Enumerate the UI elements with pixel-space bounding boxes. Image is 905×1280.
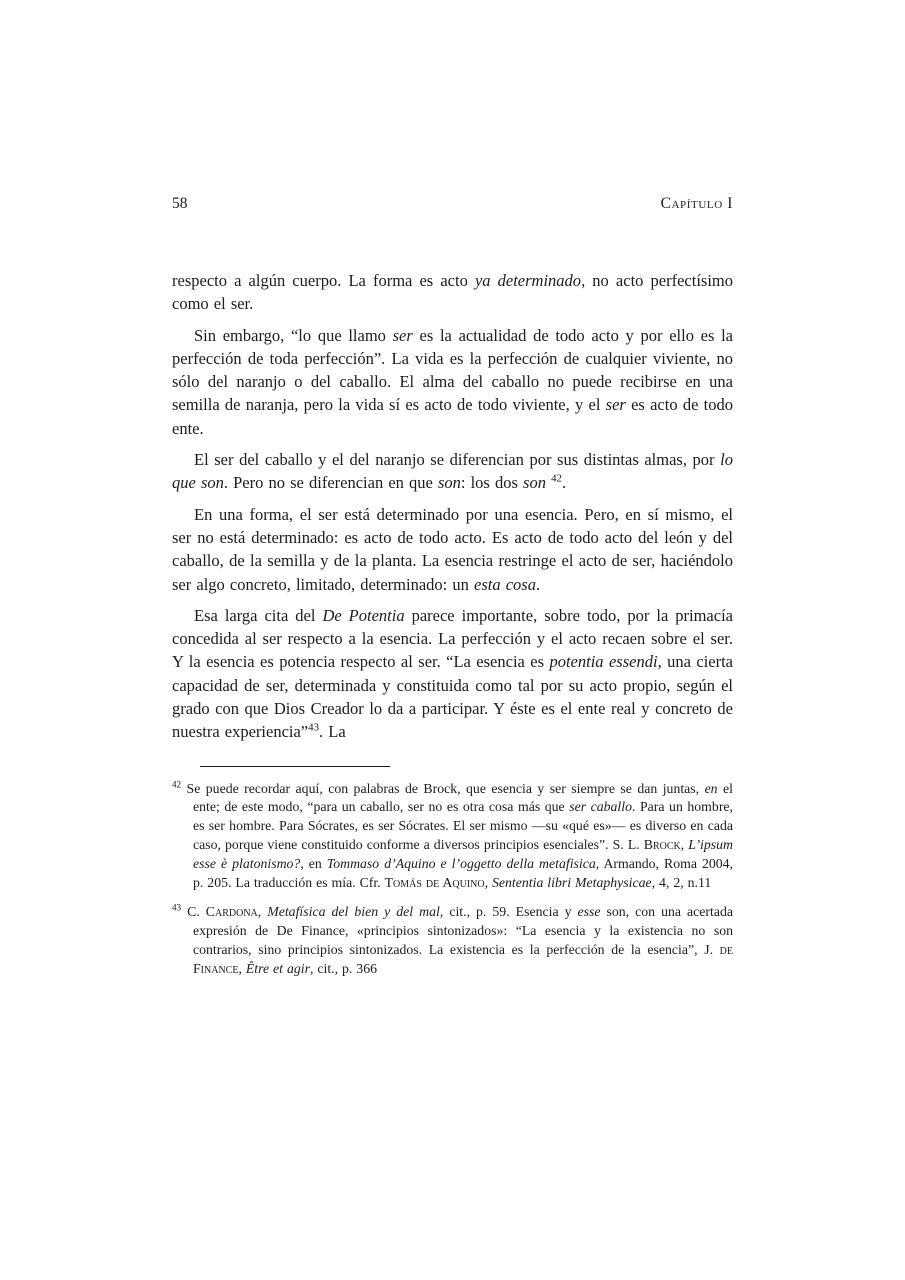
- page-content: [172, 194, 733, 990]
- paragraph: Sin embargo, “lo que llamo ser es la actualidad de todo acto y por ello es la perfección de toda perfección”. La vida es la perfección de cualquier viviente, no sólo del naranjo o del caballo. El alma del caballo no puede recibirse en una semilla de naranja, pero la vida sí es acto de todo viviente, y el ser es acto de todo ente.: [172, 325, 734, 438]
- footnotes: [172, 780, 733, 979]
- page-header: [172, 194, 733, 214]
- paragraph: En una forma, el ser está determinado por una esencia. Pero, en sí mismo, el ser no está determinado: es acto de todo acto. Es acto de todo acto del león y del caballo, de la semilla y de la planta. La esencia restringe el acto de ser, haciéndolo ser algo concreto, limitado, determinado: un esta cosa.: [172, 504, 733, 594]
- body-text: [172, 269, 733, 744]
- paragraph: respecto a algún cuerpo. La forma es acto ya determinado, no acto perfectísimo como el ser.: [172, 271, 733, 314]
- footnote: $^{43}$ C. Cardona, Metafísica del bien y del mal, cit., p. 59. Esencia y esse son, con una acertada expresión de De Finance, «principios sintonizados»: “La esencia y la existencia no son contrarios, sino principios sintonizados. La existencia es la perfección de la esencia”, J. de Finance, Être et agir, cit., p. 366: [172, 902, 733, 976]
- page-number: 58: [172, 195, 188, 212]
- running-head: Capítulo I: [660, 195, 733, 212]
- footnote-separator: [200, 766, 390, 767]
- paragraph: El ser del caballo y el del naranjo se diferencian por sus distintas almas, por lo que son. Pero no se diferencian en que son: los dos son $^{42}$.: [172, 450, 733, 493]
- paragraph: Esa larga cita del De Potentia parece importante, sobre todo, por la primacía concedida al ser respecto a la esencia. La perfección y el acto recaen sobre el ser. Y la esencia es potencia respecto al ser. “La esencia es potentia essendi, una cierta capacidad de ser, determinada y constituida como tal por su acto propio, según el grado con que Dios Creador lo da a participar. Y éste es el ente real y concreto de nuestra experiencia”$^{43}$. La: [172, 605, 734, 742]
- footnote: $^{42}$ Se puede recordar aquí, con palabras de Brock, que esencia y ser siempre se dan juntas, en el ente; de este modo, “para un caballo, ser no es otra cosa más que ser caballo. Para un hombre, es ser hombre. Para Sócrates, es ser Sócrates. El ser mismo —su «qué es»— es diverso en cada caso, porque viene constituido conforme a diversos principios esenciales”. S. L. Brock, L’ipsum esse è platonismo?, en Tommaso d’Aquino e l’oggetto della metafisica, Armando, Roma 2004, p. 205. La traducción es mía. Cfr. Tomás de Aquino, Sententia libri Metaphysicae, 4, 2, n.11: [172, 779, 733, 890]
